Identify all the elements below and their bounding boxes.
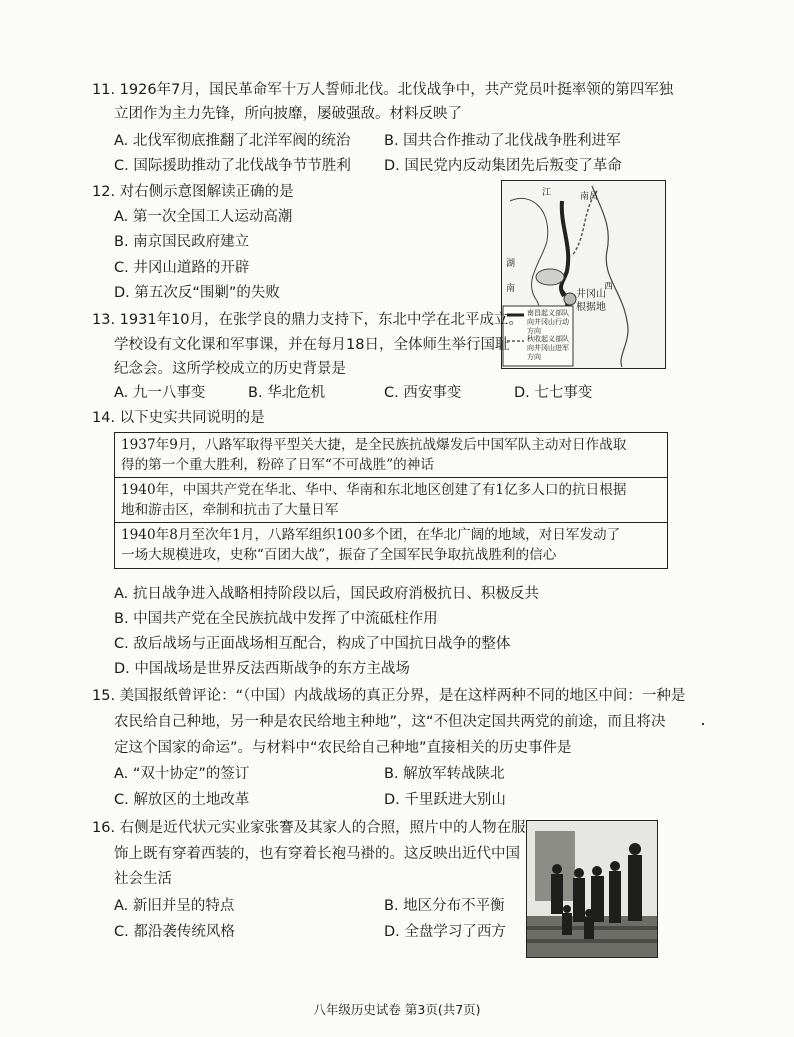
q11-option-c: C. 国际援助推动了北伐战争节节胜利: [114, 158, 351, 174]
q12-option-c: C. 井冈山道路的开辟: [114, 260, 250, 276]
map-figure: [501, 180, 666, 369]
q14-option-a: A. 抗日战争进入战略相持阶段以后，国民政府消极抗日、积极反共: [114, 586, 539, 602]
scan-speck: [702, 723, 704, 725]
table-row-line: 得的第一个重大胜利，粉碎了日军“不可战胜”的神话: [121, 457, 434, 473]
family-photo: [526, 820, 658, 958]
q13-stem-line3: 纪念会。这所学校成立的历史背景是: [114, 361, 346, 377]
lake-shape: [536, 269, 564, 285]
map-legend-text-1: 南昌起义部队向井冈山行动方向: [527, 309, 569, 335]
q11-stem-line2: 立团作为主力先锋，所向披靡，屡破强敌。材料反映了: [114, 106, 462, 122]
q14-stem: 14. 以下史实共同说明的是: [92, 410, 265, 426]
q16-option-c: C. 都沿袭传统风格: [114, 924, 235, 940]
q13-stem-line1: 13. 1931年10月，在张学良的鼎力支持下，东北中学在北平成立。: [92, 312, 524, 328]
q15-stem-line2: 农民给自己种地，另一种是农民给地主种地”，这“不但决定国共两党的前途，而且将决: [114, 714, 666, 730]
table-row: [115, 523, 667, 568]
q15-option-a: A. “双十协定”的签订: [114, 766, 250, 782]
table-row-line: 1940年，中国共产党在华北、华中、华南和东北地区创建了有1亿多人口的抗日根据: [121, 482, 627, 498]
q11-option-a: A. 北伐军彻底推翻了北洋军阀的统治: [114, 133, 351, 149]
q13-option-d: D. 七七事变: [514, 385, 593, 401]
q16-stem-line1: 16. 右侧是近代状元实业家张謇及其家人的合照，照片中的人物在服: [92, 820, 526, 836]
map-label-xi: 西: [604, 282, 614, 292]
table-row: [115, 433, 667, 478]
q13-option-b: B. 华北危机: [248, 385, 326, 401]
river-line: [592, 186, 628, 367]
table-row: [115, 478, 667, 523]
q15-stem-line3: 定这个国家的命运”。与材料中“农民给自己种地”直接相关的历史事件是: [114, 740, 572, 756]
q12-stem: 12. 对右侧示意图解读正确的是: [92, 184, 294, 200]
q13-option-c: C. 西安事变: [384, 385, 462, 401]
q15-stem-line1: 15. 美国报纸曾评论：“（中国）内战战场的真正分界，是在这样两种不同的地区中间：一种是: [92, 688, 686, 704]
map-label-base: 根据地: [576, 302, 606, 313]
table-row-line: 1940年8月至次年1月，八路军组织100多个团，在华北广阔的地域，对日军发动了: [121, 527, 621, 543]
photo-drawing: [527, 821, 657, 957]
map-label-nanchang: 南昌: [580, 192, 599, 202]
map-label-jinggangshan: 井冈山: [576, 289, 606, 300]
jinggangshan-base-marker: [564, 293, 576, 305]
q16-option-a: A. 新旧并呈的特点: [114, 898, 235, 914]
q14-option-c: C. 敌后战场与正面战场相互配合，构成了中国抗日战争的整体: [114, 636, 511, 652]
map-label-jiang: 江: [542, 188, 552, 198]
q15-option-b: B. 解放军转战陕北: [384, 766, 505, 782]
q11-option-d: D. 国民党内反动集团先后叛变了革命: [384, 158, 622, 174]
q11-option-b: B. 国共合作推动了北伐战争胜利进军: [384, 133, 621, 149]
table-row-line: 1937年9月，八路军取得平型关大捷，是全民族抗战爆发后中国军队主动对日作战取: [121, 437, 627, 453]
q12-option-a: A. 第一次全国工人运动高潮: [114, 209, 293, 225]
map-label-hu: 湖: [506, 259, 516, 269]
table-row-line: 地和游击区，牵制和抗击了大量日军: [121, 502, 339, 518]
page-footer: 八年级历史试卷 第3页(共7页): [313, 1002, 481, 1017]
q16-stem-line3: 社会生活: [114, 871, 172, 887]
q16-stem-line2: 饰上既有穿着西装的，也有穿着长袍马褂的。这反映出近代中国: [114, 846, 520, 862]
q12-option-b: B. 南京国民政府建立: [114, 234, 250, 250]
q13-stem-line2: 学校设有文化课和军事课，并在每月18日，全体师生举行国耻: [114, 337, 510, 353]
q16-option-d: D. 全盘学习了西方: [384, 924, 506, 940]
q15-option-d: D. 千里跃进大别山: [384, 792, 506, 808]
q14-option-b: B. 中国共产党在全民族抗战中发挥了中流砥柱作用: [114, 611, 438, 627]
q15-option-c: C. 解放区的土地改革: [114, 792, 250, 808]
q11-stem-line1: 11. 1926年7月，国民革命军十万人誓师北伐。北伐战争中，共产党员叶挺率领的第四军独: [92, 82, 674, 98]
q13-option-a: A. 九一八事变: [114, 385, 206, 401]
table-row-line: 一场大规模进攻，史称“百团大战”，振奋了全国军民争取抗战胜利的信心: [121, 547, 557, 563]
q16-option-b: B. 地区分布不平衡: [384, 898, 505, 914]
map-label-nan: 南: [506, 284, 516, 294]
q12-option-d: D. 第五次反“围剿”的失败: [114, 285, 280, 301]
q14-option-d: D. 中国战场是世界反法西斯战争的东方主战场: [114, 661, 410, 677]
map-legend-text-2: 秋收起义部队向井冈山进军方向: [527, 335, 569, 361]
q14-material-table: [114, 432, 668, 569]
